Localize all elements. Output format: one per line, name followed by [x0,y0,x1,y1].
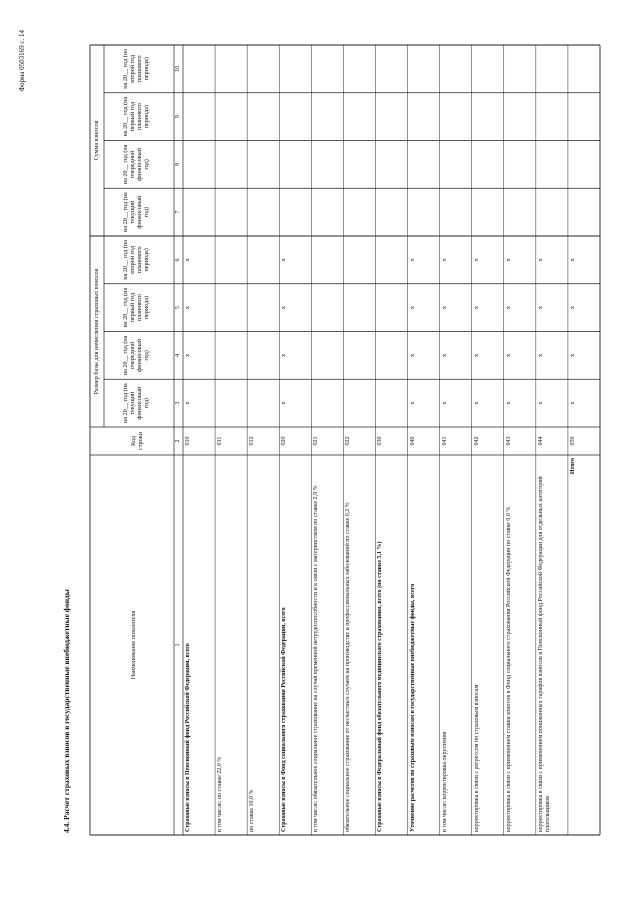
header-period: на 20__ год (на второй год планового периода) [122,49,150,89]
cell-mark: х [569,401,576,405]
row-name: корректировка в связи с применением пониженных тарифов взносов в Пенсионный фонд Российской Федерации для отдельных категорий плательщиков [537,476,551,832]
cell-mark: х [185,306,191,310]
cell-mark: х [409,353,416,357]
cell-mark: х [441,353,448,357]
column-number: 7 [175,210,181,214]
header-period: на 20__ год (на первый год планового периода) [122,287,150,328]
column-number: 2 [175,439,181,443]
header-name: Наименование показателя [130,610,137,680]
row-code: 010 [185,436,191,446]
cell-mark: х [537,353,544,357]
cell-mark: х [185,258,191,262]
cell-mark: х [473,258,480,262]
cell-mark: х [409,401,416,405]
column-number: 3 [175,401,181,405]
row-name: обязательное социальное страхование от несчастных случаев на производстве и профессиональных заболеваний по ставке 0,2 % [345,502,352,832]
row-code: 030 [377,436,384,446]
row-code: 021 [313,436,320,446]
header-base-group: Размер базы для начисления страховых взносов [93,268,100,395]
row-code: 044 [537,436,544,446]
header-period: на 20__ год (на очередной финансовый год) [122,144,150,185]
column-number: 5 [175,306,181,310]
cell-mark: х [537,306,544,310]
header-period: на 20__ год (на текущий финансовый год) [122,383,150,423]
cell-mark: х [473,401,480,405]
cell-mark: х [505,258,512,262]
row-name: корректировка в связи с регрессом по страховым взносам [473,684,480,832]
header-period: на 20__ год (на первый год планового периода) [122,96,150,137]
column-number: 9 [175,115,181,119]
cell-mark: х [281,258,288,262]
header-period: на 20__ год (на очередной финансовый год) [122,335,150,376]
section-title: 4.4. Расчет страховых взносов в государственные внебюджетные фонды [62,589,71,833]
row-name: в том числе: обязательное социальное страхование на случай временной нетрудоспособности и в связи с материнством по ставке 2,9 % [313,485,320,832]
cell-mark: х [409,306,416,310]
header-sum-group: Сумма взносов [93,120,100,161]
cell-mark: х [505,306,512,310]
row-name: Страховые взносы в Федеральный фонд обязательного медицинского страхования, всего (по ставке 5,1 %) [377,541,384,832]
row-code: 020 [281,436,288,446]
cell-mark: х [537,258,544,262]
cell-mark: х [441,401,448,405]
header-period: на 20__ год (на текущий финансовый год) [122,192,150,232]
cell-mark: х [505,401,512,405]
row-name: по ставке 10,0 % [249,789,256,832]
column-number: 10 [175,65,181,72]
header-period: на 20__ год (на второй год планового периода) [122,240,150,280]
column-number: 1 [175,643,181,647]
column-number: 6 [175,258,181,262]
row-name: Уточнение расчетов по страховым взносам в государственные внебюджетные фонды, всего [409,583,416,832]
cell-mark: х [473,306,480,310]
cell-mark: х [505,353,512,357]
row-name: Итого [569,458,576,475]
row-name: корректировка в связи с применением ставки взносов в Фонд социального страхования Российской Федерации по ставке 0,0 % [505,506,512,832]
cell-mark: х [185,401,191,405]
row-name: Страховые взносы в Пенсионный фонд Российской Федерации, всего [185,643,191,832]
cell-mark: х [185,353,191,357]
header-code: Код строки [130,431,144,451]
row-code: 012 [249,436,256,446]
row-name: в том числе: корректировка округления [441,731,448,832]
row-code: 043 [505,436,512,446]
row-name: Страховые взносы в Фонд социального страхования Российской Федерации, всего [281,607,288,832]
cell-mark: х [281,401,288,405]
row-code: 050 [569,436,576,446]
cell-mark: х [569,353,576,357]
row-code: 040 [409,436,416,446]
column-number: 8 [175,162,181,166]
cell-mark: х [281,306,288,310]
column-number: 4 [175,353,181,357]
row-code: 011 [217,436,224,446]
row-code: 022 [345,436,352,446]
cell-mark: х [281,353,288,357]
cell-mark: х [569,258,576,262]
row-code: 042 [473,436,480,446]
form-code: Форма 0503169 с. 14 [18,30,26,92]
row-code: 041 [441,436,448,446]
cell-mark: х [569,306,576,310]
cell-mark: х [441,306,448,310]
cell-mark: х [441,258,448,262]
row-name: в том числе: по ставке 22,0 % [217,756,224,832]
cell-mark: х [537,401,544,405]
cell-mark: х [409,258,416,262]
cell-mark: х [473,353,480,357]
